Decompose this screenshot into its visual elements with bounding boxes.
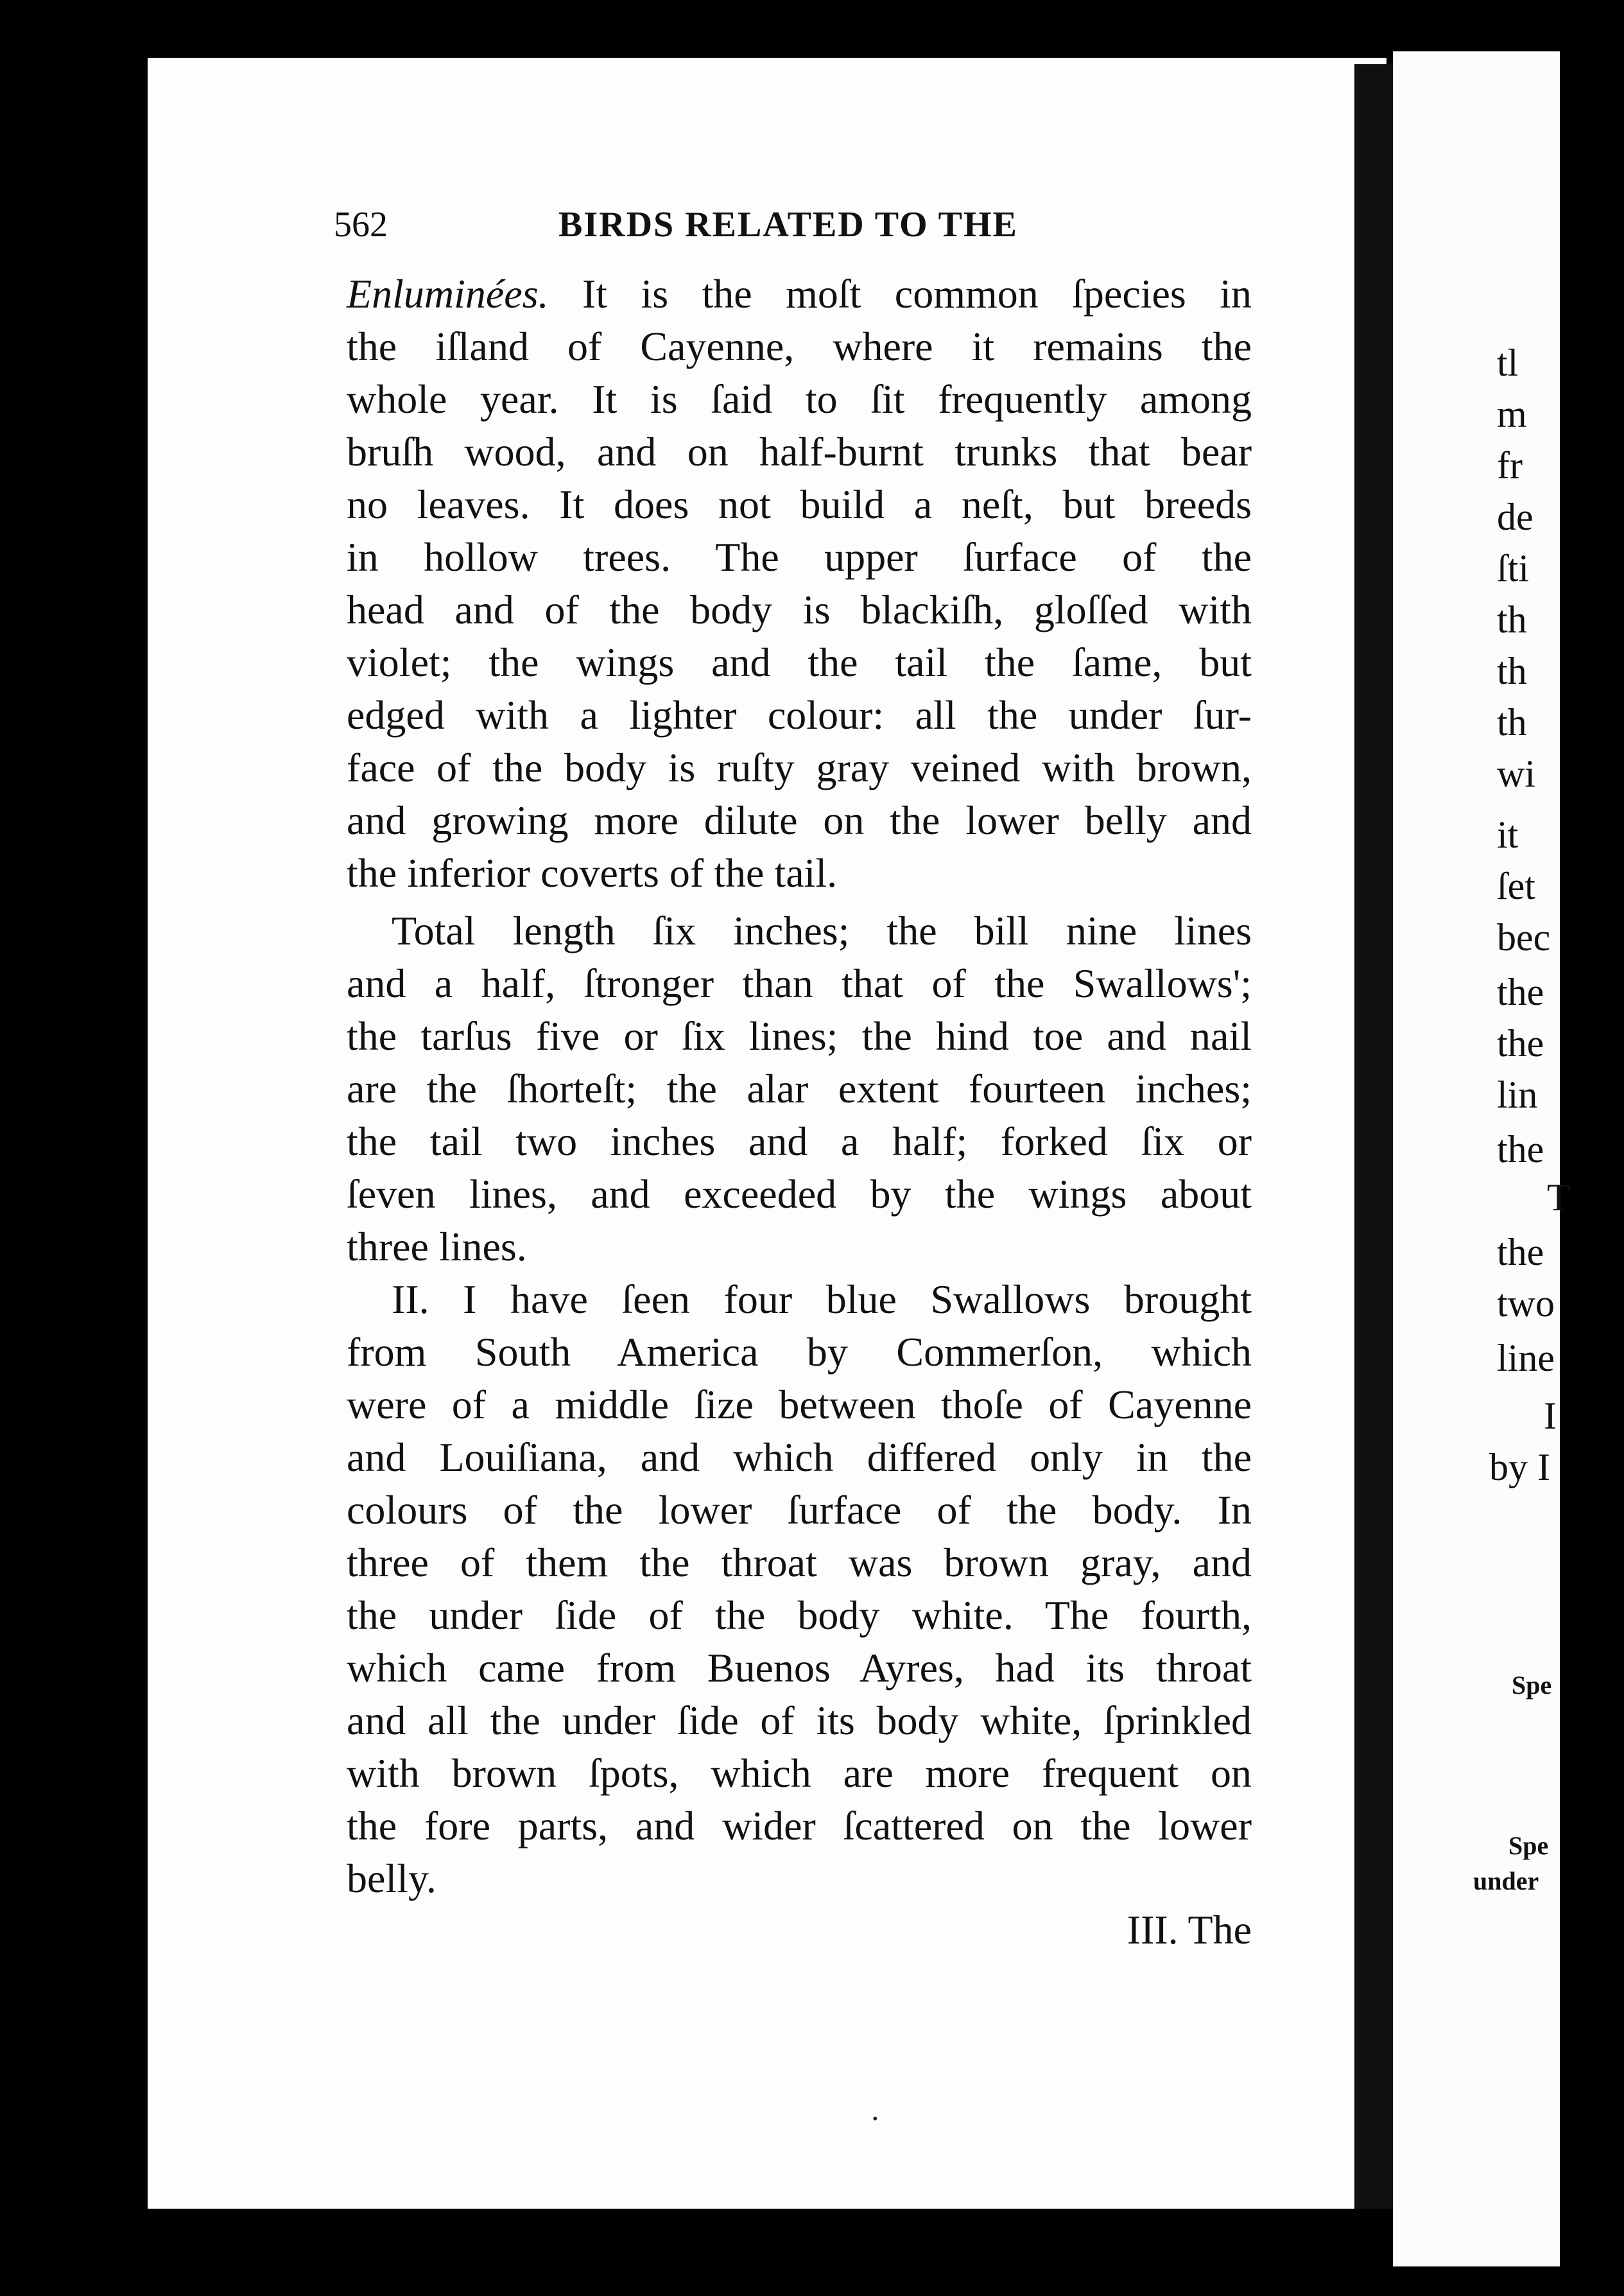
text-line: edged with a lighter colour: all the under ſur- bbox=[347, 692, 1252, 738]
text-line: the under ſide of the body white. The fourth, bbox=[347, 1592, 1252, 1638]
text-line: the iſland of Cayenne, where it remains the bbox=[347, 324, 1252, 369]
facing-fragment: tl bbox=[1497, 342, 1519, 384]
facing-note: Spe bbox=[1508, 1831, 1549, 1860]
text-line: and Louiſiana, and which differed only in the bbox=[347, 1434, 1252, 1480]
text-line: in hollow trees. The upper ſurface of the bbox=[347, 534, 1252, 580]
facing-note: under bbox=[1473, 1866, 1539, 1895]
italic-word: Enluminées. bbox=[347, 271, 549, 317]
facing-fragment: I bbox=[1544, 1395, 1557, 1437]
text-line: and growing more dilute on the lower belly and bbox=[347, 797, 1252, 843]
text-line: the tarſus five or ſix lines; the hind toe and nail bbox=[347, 1013, 1252, 1059]
paragraph-start: II. I have ſeen four blue Swallows brought bbox=[392, 1276, 1252, 1322]
facing-fragment: by I bbox=[1489, 1446, 1550, 1488]
text-line: are the ſhorteſt; the alar extent fourteen inches; bbox=[347, 1066, 1252, 1111]
facing-fragment: th bbox=[1497, 650, 1527, 692]
facing-fragment: th bbox=[1497, 598, 1527, 641]
page-header bbox=[334, 204, 1265, 262]
facing-fragment: fr bbox=[1497, 444, 1523, 487]
facing-fragment: the bbox=[1497, 971, 1544, 1013]
text-line: were of a middle ſize between thoſe of Cayenne bbox=[347, 1382, 1252, 1427]
facing-note: Spe bbox=[1512, 1671, 1552, 1700]
facing-fragment: lin bbox=[1497, 1074, 1538, 1116]
text-line: whole year. It is ſaid to ſit frequently among bbox=[347, 376, 1252, 422]
text-line: the inferior coverts of the tail. bbox=[347, 850, 838, 896]
facing-fragment: the bbox=[1497, 1231, 1544, 1273]
facing-fragment: m bbox=[1497, 393, 1527, 435]
text-line: bruſh wood, and on half-burnt trunks that bear bbox=[347, 429, 1252, 474]
facing-fragment: line bbox=[1497, 1337, 1555, 1379]
text-line: face of the body is ruſty gray veined with brown, bbox=[347, 745, 1252, 790]
facing-fragment: ſti bbox=[1497, 547, 1530, 589]
facing-fragment: T bbox=[1547, 1176, 1571, 1219]
text-line: which came from Buenos Ayres, had its throat bbox=[347, 1645, 1252, 1691]
running-head: BIRDS RELATED TO THE bbox=[558, 205, 1018, 245]
facing-fragment: it bbox=[1497, 813, 1519, 856]
text-line: Enluminées. It is the moſt common ſpecies in bbox=[347, 271, 1252, 317]
paragraph-start: Total length ſix inches; the bill nine lines bbox=[392, 908, 1252, 953]
text-line: the fore parts, and wider ſcattered on the lower bbox=[347, 1803, 1252, 1848]
text-line: three lines. bbox=[347, 1224, 527, 1269]
facing-fragment: de bbox=[1497, 496, 1533, 538]
text-line: belly. bbox=[347, 1856, 436, 1901]
text-line: with brown ſpots, which are more frequent on bbox=[347, 1750, 1252, 1796]
text-line: colours of the lower ſurface of the body. In bbox=[347, 1487, 1252, 1533]
facing-fragment: the bbox=[1497, 1128, 1544, 1170]
text-line: ſeven lines, and exceeded by the wings about bbox=[347, 1171, 1252, 1217]
text-line: and a half, ſtronger than that of the Swallows'; bbox=[347, 961, 1252, 1006]
facing-fragment: two bbox=[1497, 1282, 1555, 1325]
text-line: the tail two inches and a half; forked ſix or bbox=[347, 1118, 1252, 1164]
facing-fragment: ſet bbox=[1497, 865, 1535, 907]
page-speck: · bbox=[870, 2100, 881, 2136]
facing-fragment: bec bbox=[1497, 916, 1551, 959]
page-number: 562 bbox=[334, 205, 388, 245]
facing-fragment: th bbox=[1497, 701, 1527, 744]
facing-fragment: the bbox=[1497, 1022, 1544, 1065]
catchword: III. The bbox=[1127, 1907, 1252, 1952]
text-line: head and of the body is blackiſh, gloſſed with bbox=[347, 587, 1252, 632]
text-line: three of them the throat was brown gray, and bbox=[347, 1540, 1252, 1585]
text-line: from South America by Commerſon, which bbox=[347, 1329, 1252, 1375]
facing-fragment: wi bbox=[1497, 752, 1535, 795]
text-line: and all the under ſide of its body white, ſprinkled bbox=[347, 1698, 1252, 1743]
text-line: violet; the wings and the tail the ſame, but bbox=[347, 639, 1252, 685]
text-line: no leaves. It does not build a neſt, but breeds bbox=[347, 482, 1252, 527]
